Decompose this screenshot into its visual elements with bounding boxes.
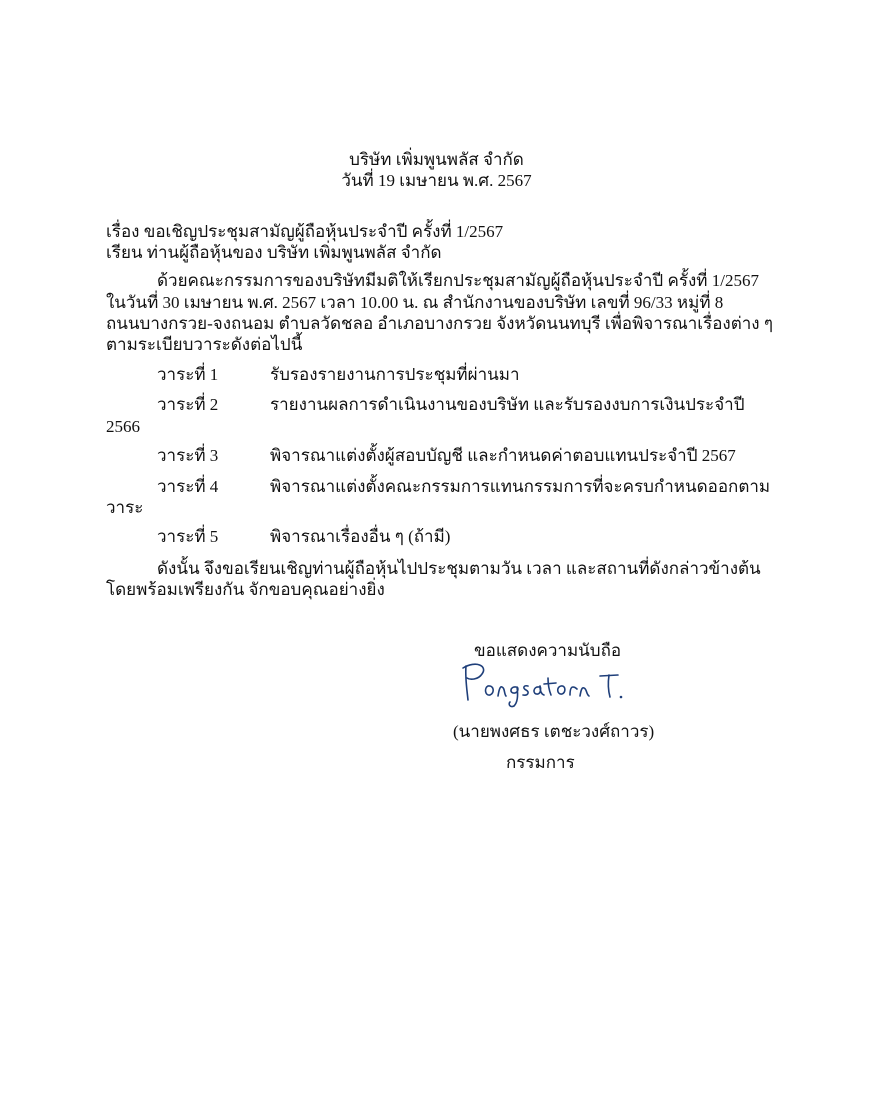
agenda-text: พิจารณาแต่งตั้งผู้สอบบัญชี และกำหนดค่าตอบแทนประจำปี 2567 [270,446,736,465]
letter-date: วันที่ 19 เมษายน พ.ศ. 2567 [341,171,532,190]
subject-line: เรื่อง ขอเชิญประชุมสามัญผู้ถือหุ้นประจำปี ครั้งที่ 1/2567 [106,222,504,241]
agenda-text: พิจารณาแต่งตั้งคณะกรรมการแทนกรรมการที่จะครบกำหนดออกตาม [270,477,771,496]
agenda-text: รับรองรายงานการประชุมที่ผ่านมา [270,365,520,384]
intro-line-2: ในวันที่ 30 เมษายน พ.ศ. 2567 เวลา 10.00 น. ณ สำนักงานของบริษัท เลขที่ 96/33 หมู่ที่ 8 [106,293,724,312]
company-name: บริษัท เพิ่มพูนพลัส จำกัด [349,150,524,169]
agenda-text: พิจารณาเรื่องอื่น ๆ (ถ้ามี) [270,527,451,546]
agenda-item-2-continuation: 2566 [106,417,140,436]
agenda-number: วาระที่ 3 [157,446,219,465]
conclusion-line-1: ดังนั้น จึงขอเรียนเชิญท่านผู้ถือหุ้นไปประชุมตามวัน เวลา และสถานที่ดังกล่าวข้างต้น [157,559,761,578]
agenda-number: วาระที่ 5 [157,527,219,546]
intro-line-1: ด้วยคณะกรรมการของบริษัทมีมติให้เรียกประชุมสามัญผู้ถือหุ้นประจำปี ครั้งที่ 1/2567 [157,271,759,290]
signatory-name: (นายพงศธร เตชะวงศ์ถาวร) [453,722,655,741]
handwritten-signature [458,660,628,710]
recipient-line: เรียน ท่านผู้ถือหุ้นของ บริษัท เพิ่มพูนพลัส จำกัด [106,243,442,262]
agenda-number: วาระที่ 4 [157,477,219,496]
agenda-text: รายงานผลการดำเนินงานของบริษัท และรับรองงบการเงินประจำปี [270,395,745,414]
agenda-number: วาระที่ 2 [157,395,219,414]
agenda-number: วาระที่ 1 [157,365,219,384]
intro-line-3: ถนนบางกรวย-จงถนอม ตำบลวัดชลอ อำเภอบางกรวย จังหวัดนนทบุรี เพื่อพิจารณาเรื่องต่าง ๆ [106,314,773,333]
intro-line-4: ตามระเบียบวาระดังต่อไปนี้ [106,335,303,354]
conclusion-line-2: โดยพร้อมเพรียงกัน จักขอบคุณอย่างยิ่ง [106,580,385,599]
signatory-position: กรรมการ [506,753,575,772]
agenda-item-4-continuation: วาระ [106,498,144,517]
closing-salutation: ขอแสดงความนับถือ [474,641,622,660]
